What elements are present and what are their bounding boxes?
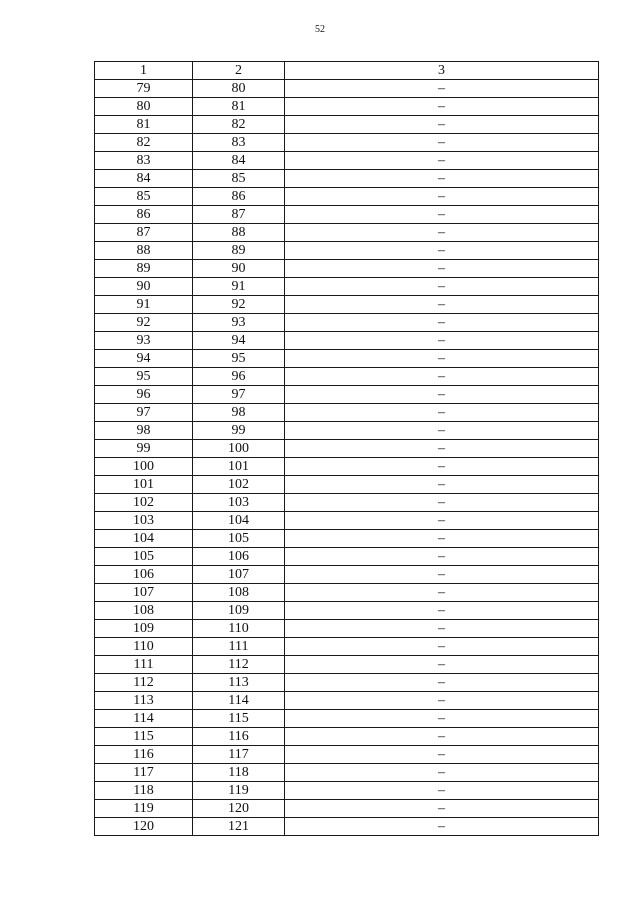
table-cell-col3: –: [285, 728, 599, 746]
table-cell-col3: –: [285, 152, 599, 170]
table-cell-col1: 94: [95, 350, 193, 368]
table-cell-col1: 111: [95, 656, 193, 674]
table-row: [95, 278, 599, 296]
table-row: [95, 440, 599, 458]
table-cell-col1: 95: [95, 368, 193, 386]
table-cell-col3: –: [285, 206, 599, 224]
table-cell-col1: 103: [95, 512, 193, 530]
table-cell-col3: –: [285, 548, 599, 566]
table-cell-col1: 109: [95, 620, 193, 638]
table-cell-col2: 118: [193, 764, 285, 782]
table-cell-col1: 89: [95, 260, 193, 278]
table-cell-col3: –: [285, 764, 599, 782]
table-row: [95, 818, 599, 836]
table-cell-col2: 110: [193, 620, 285, 638]
table-cell-col1: 96: [95, 386, 193, 404]
table-row: [95, 350, 599, 368]
table-row: [95, 782, 599, 800]
table-cell-col3: –: [285, 260, 599, 278]
table-row: [95, 602, 599, 620]
table-cell-col2: 109: [193, 602, 285, 620]
table-cell-col2: 119: [193, 782, 285, 800]
table-row: [95, 530, 599, 548]
table-cell-col3: –: [285, 602, 599, 620]
table-row: [95, 134, 599, 152]
table-cell-col1: 100: [95, 458, 193, 476]
table-cell-col3: –: [285, 80, 599, 98]
table-row: [95, 152, 599, 170]
table-cell-col3: –: [285, 638, 599, 656]
table-cell-col2: 90: [193, 260, 285, 278]
table-cell-col2: 112: [193, 656, 285, 674]
table-cell-col2: 84: [193, 152, 285, 170]
table-row: [95, 800, 599, 818]
table-row: [95, 710, 599, 728]
table-cell-col2: 85: [193, 170, 285, 188]
table-cell-col3: –: [285, 746, 599, 764]
table-cell-col3: –: [285, 440, 599, 458]
table-row: [95, 728, 599, 746]
table-row: [95, 512, 599, 530]
table-cell-col2: 98: [193, 404, 285, 422]
table-row: [95, 98, 599, 116]
table-cell-col1: 118: [95, 782, 193, 800]
table-cell-col2: 87: [193, 206, 285, 224]
table-row: [95, 170, 599, 188]
table-row: [95, 620, 599, 638]
data-table: [94, 61, 599, 836]
table-row: [95, 764, 599, 782]
table-row: [95, 746, 599, 764]
table-cell-col2: 88: [193, 224, 285, 242]
column-header-3: 3: [285, 62, 599, 80]
table-cell-col3: –: [285, 494, 599, 512]
table-cell-col2: 80: [193, 80, 285, 98]
table-row: [95, 368, 599, 386]
table-cell-col2: 105: [193, 530, 285, 548]
table-cell-col2: 104: [193, 512, 285, 530]
table-cell-col3: –: [285, 422, 599, 440]
table-cell-col3: –: [285, 116, 599, 134]
table-header-row: [95, 62, 599, 80]
table-cell-col2: 96: [193, 368, 285, 386]
table-cell-col1: 91: [95, 296, 193, 314]
table-row: [95, 494, 599, 512]
table-cell-col1: 120: [95, 818, 193, 836]
table-cell-col3: –: [285, 134, 599, 152]
table-row: [95, 386, 599, 404]
table-cell-col3: –: [285, 458, 599, 476]
table-cell-col3: –: [285, 278, 599, 296]
table-cell-col3: –: [285, 710, 599, 728]
table-cell-col1: 112: [95, 674, 193, 692]
table-cell-col3: –: [285, 656, 599, 674]
table-cell-col3: –: [285, 674, 599, 692]
table-cell-col2: 99: [193, 422, 285, 440]
column-header-1: 1: [95, 62, 193, 80]
table-cell-col1: 106: [95, 566, 193, 584]
table-row: [95, 566, 599, 584]
table-cell-col2: 120: [193, 800, 285, 818]
table-cell-col1: 85: [95, 188, 193, 206]
table-cell-col2: 103: [193, 494, 285, 512]
table-cell-col1: 107: [95, 584, 193, 602]
table-cell-col1: 83: [95, 152, 193, 170]
table-row: [95, 206, 599, 224]
table-cell-col2: 86: [193, 188, 285, 206]
table-cell-col1: 117: [95, 764, 193, 782]
table-row: [95, 80, 599, 98]
table-cell-col1: 97: [95, 404, 193, 422]
table-cell-col2: 114: [193, 692, 285, 710]
table-cell-col2: 95: [193, 350, 285, 368]
table-row: [95, 188, 599, 206]
table-cell-col1: 116: [95, 746, 193, 764]
table-cell-col3: –: [285, 224, 599, 242]
table-cell-col1: 90: [95, 278, 193, 296]
table-cell-col3: –: [285, 584, 599, 602]
table-cell-col2: 94: [193, 332, 285, 350]
table-cell-col2: 102: [193, 476, 285, 494]
table-cell-col2: 111: [193, 638, 285, 656]
table-cell-col3: –: [285, 530, 599, 548]
table-row: [95, 332, 599, 350]
table-cell-col2: 121: [193, 818, 285, 836]
table-cell-col1: 81: [95, 116, 193, 134]
table-cell-col1: 114: [95, 710, 193, 728]
table-row: [95, 260, 599, 278]
table-cell-col2: 107: [193, 566, 285, 584]
table-cell-col3: –: [285, 800, 599, 818]
table-row: [95, 422, 599, 440]
table-row: [95, 584, 599, 602]
table-cell-col2: 91: [193, 278, 285, 296]
table-cell-col2: 115: [193, 710, 285, 728]
table-cell-col3: –: [285, 620, 599, 638]
table-cell-col1: 108: [95, 602, 193, 620]
table-row: [95, 314, 599, 332]
table-cell-col1: 104: [95, 530, 193, 548]
table-cell-col1: 113: [95, 692, 193, 710]
table-row: [95, 656, 599, 674]
table-cell-col3: –: [285, 98, 599, 116]
table-cell-col1: 88: [95, 242, 193, 260]
table-cell-col1: 82: [95, 134, 193, 152]
column-header-2: 2: [193, 62, 285, 80]
table-cell-col3: –: [285, 404, 599, 422]
table-row: [95, 296, 599, 314]
table-cell-col3: –: [285, 242, 599, 260]
table-cell-col1: 98: [95, 422, 193, 440]
table-row: [95, 404, 599, 422]
table-cell-col2: 93: [193, 314, 285, 332]
table-cell-col2: 113: [193, 674, 285, 692]
table-cell-col1: 110: [95, 638, 193, 656]
table-cell-col1: 115: [95, 728, 193, 746]
table-cell-col3: –: [285, 350, 599, 368]
table-cell-col2: 106: [193, 548, 285, 566]
table-cell-col3: –: [285, 512, 599, 530]
table-cell-col2: 101: [193, 458, 285, 476]
table-row: [95, 674, 599, 692]
table-cell-col2: 83: [193, 134, 285, 152]
table-cell-col3: –: [285, 332, 599, 350]
table-cell-col3: –: [285, 566, 599, 584]
page-number: 52: [315, 24, 325, 35]
table-row: [95, 242, 599, 260]
table-cell-col3: –: [285, 368, 599, 386]
table-body: [95, 80, 599, 836]
table-cell-col2: 89: [193, 242, 285, 260]
table-cell-col3: –: [285, 314, 599, 332]
table-row: [95, 476, 599, 494]
table-cell-col2: 116: [193, 728, 285, 746]
table-cell-col3: –: [285, 386, 599, 404]
table-row: [95, 638, 599, 656]
table-row: [95, 692, 599, 710]
table-row: [95, 548, 599, 566]
table-cell-col3: –: [285, 782, 599, 800]
table-cell-col1: 105: [95, 548, 193, 566]
table-cell-col2: 92: [193, 296, 285, 314]
table-cell-col1: 119: [95, 800, 193, 818]
table-cell-col3: –: [285, 476, 599, 494]
table-cell-col1: 92: [95, 314, 193, 332]
table-cell-col1: 84: [95, 170, 193, 188]
table-cell-col3: –: [285, 170, 599, 188]
table-cell-col2: 100: [193, 440, 285, 458]
table-cell-col3: –: [285, 188, 599, 206]
table-row: [95, 458, 599, 476]
table-cell-col3: –: [285, 692, 599, 710]
table-cell-col2: 81: [193, 98, 285, 116]
table-cell-col1: 80: [95, 98, 193, 116]
table-cell-col2: 117: [193, 746, 285, 764]
table-cell-col1: 79: [95, 80, 193, 98]
table-cell-col1: 101: [95, 476, 193, 494]
table-cell-col1: 86: [95, 206, 193, 224]
table-cell-col2: 108: [193, 584, 285, 602]
table-cell-col2: 97: [193, 386, 285, 404]
table-row: [95, 116, 599, 134]
table-cell-col2: 82: [193, 116, 285, 134]
table-cell-col3: –: [285, 296, 599, 314]
table-cell-col1: 102: [95, 494, 193, 512]
table-cell-col1: 93: [95, 332, 193, 350]
table-cell-col1: 99: [95, 440, 193, 458]
table-cell-col1: 87: [95, 224, 193, 242]
table-row: [95, 224, 599, 242]
table-cell-col3: –: [285, 818, 599, 836]
